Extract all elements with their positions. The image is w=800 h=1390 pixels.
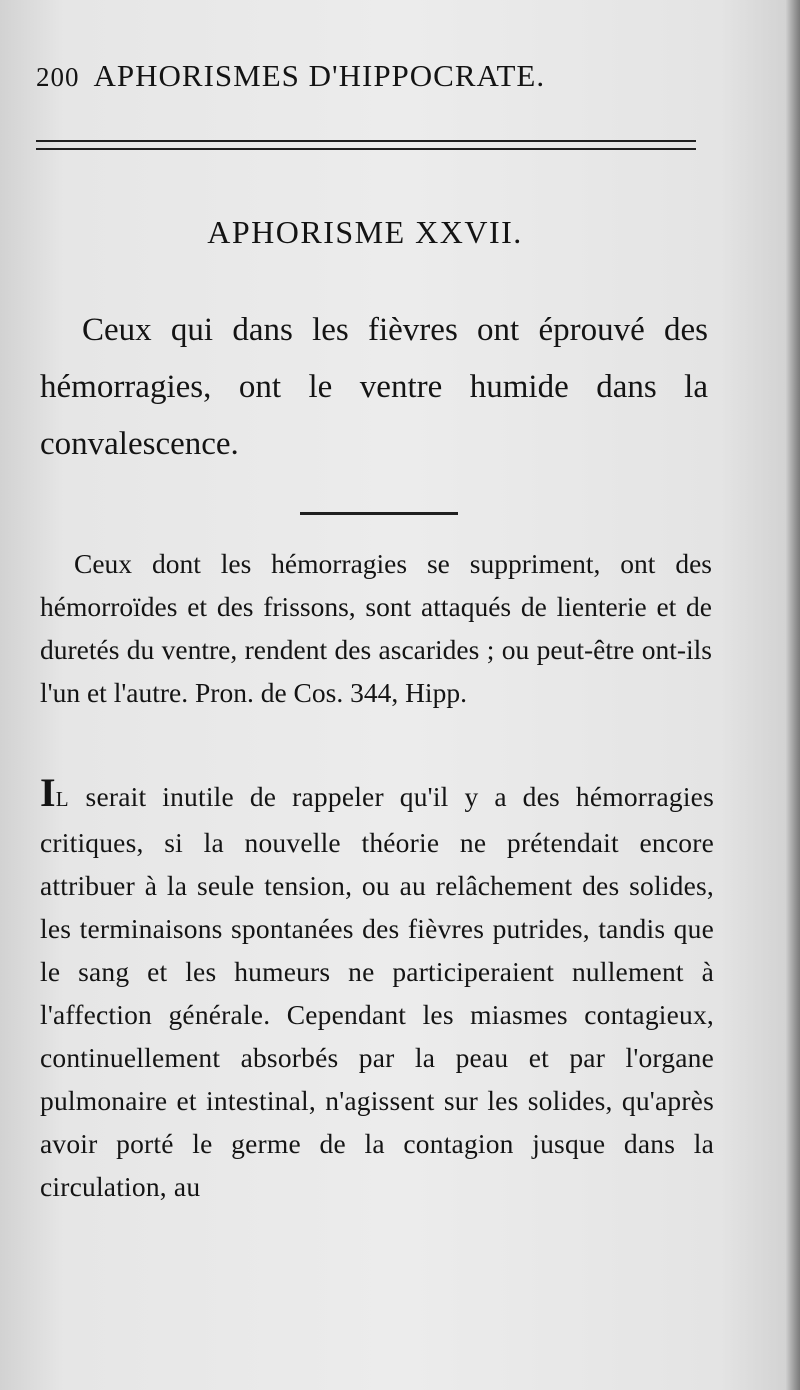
- book-spine-shadow: [786, 0, 800, 1390]
- commentary-text: Ceux dont les hémorragies se suppriment, ont des hémorroïdes et des frissons, sont attaqués de lienterie et de duretés du ventre, rendent des ascarides ; ou peut-être ont-ils l'un et l'autre. Pron. de Cos. 344, Hipp.: [40, 548, 712, 708]
- page-number: 200: [36, 62, 80, 92]
- header-double-rule: [36, 140, 696, 150]
- running-head: [36, 58, 696, 94]
- aphorism-text: Ceux qui dans les fièvres ont éprouvé des hémorragies, ont le ventre humide dans la convalescence.: [40, 312, 708, 462]
- aphorism-heading: APHORISME XXVII.: [207, 214, 523, 250]
- section-divider: [300, 512, 458, 515]
- running-title: APHORISMES D'HIPPOCRATE.: [93, 58, 546, 93]
- body-paragraph: [40, 770, 714, 1208]
- dropcap: I: [40, 770, 56, 815]
- body-text: serait inutile de rappeler qu'il y a des hémorragies critiques, si la nouvelle théorie ne prétendait encore attribuer à la seule tension, ou au relâchement des solides, les terminaisons spontanées des fièvres putrides, tandis que le sang et les humeurs ne participeraient nullement à l'affection générale. Cependant les miasmes contagieux, continuellement absorbés par la peau et par l'organe pulmonaire et intestinal, n'agissent sur les solides, qu'après avoir porté le germe de la contagion jusque dans la circulation, au: [40, 781, 714, 1202]
- lead-smallcaps: L: [55, 787, 70, 811]
